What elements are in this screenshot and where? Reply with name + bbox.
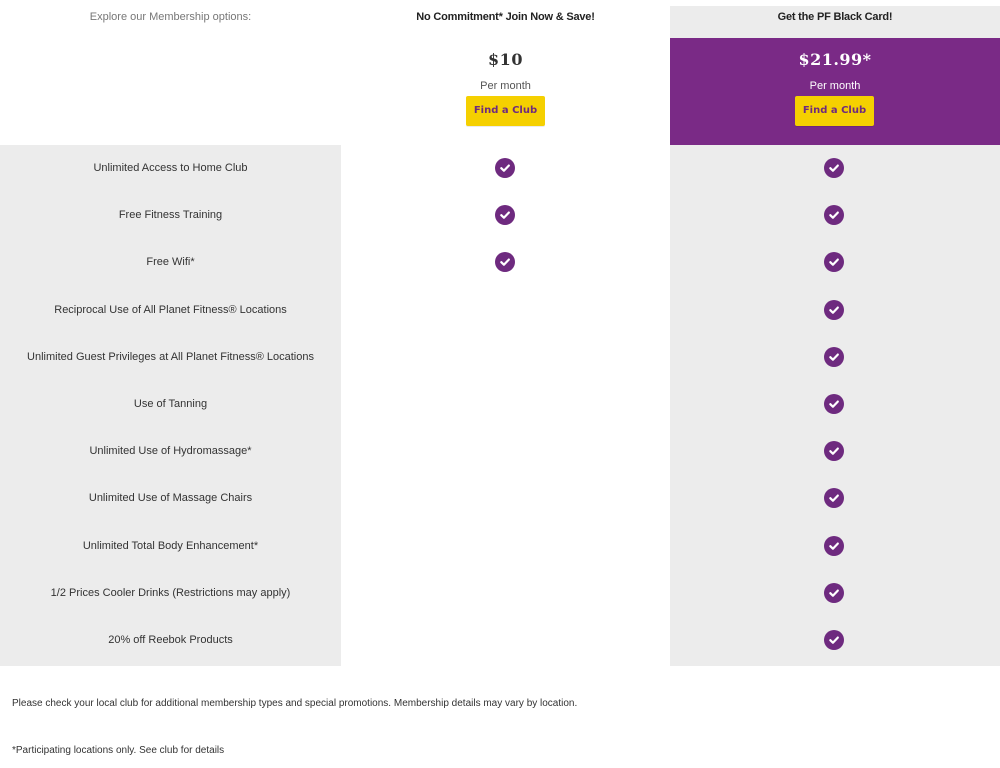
black-card-check-circle-icon xyxy=(824,488,844,508)
classic-check-circle-icon xyxy=(495,252,515,272)
feature-label: Unlimited Use of Massage Chairs xyxy=(88,492,253,504)
membership-disclaimer: Please check your local club for additional membership types and special promotions. Membership details may vary by location. xyxy=(12,698,578,709)
classic-plan-period: Per month xyxy=(480,80,531,92)
black-card-check-circle-icon xyxy=(824,347,844,367)
feature-label: Unlimited Use of Hydromassage* xyxy=(89,445,252,457)
feature-label: Unlimited Total Body Enhancement* xyxy=(82,540,259,552)
explore-label: Explore our Membership options: xyxy=(89,11,252,23)
black-card-plan-title: Get the PF Black Card! xyxy=(777,11,893,23)
black-card-check-circle-icon xyxy=(824,252,844,272)
classic-find-club-button[interactable]: Find a Club xyxy=(466,96,545,126)
black-card-price: $21.99* xyxy=(798,50,872,69)
black-card-period: Per month xyxy=(809,80,861,92)
black-card-check-circle-icon xyxy=(824,583,844,603)
feature-label: Use of Tanning xyxy=(133,398,208,410)
feature-label: Free Fitness Training xyxy=(118,209,223,221)
black-card-find-club-button[interactable]: Find a Club xyxy=(795,96,874,126)
feature-label: Unlimited Access to Home Club xyxy=(93,162,248,174)
classic-check-circle-icon xyxy=(495,205,515,225)
black-card-check-circle-icon xyxy=(824,394,844,414)
black-card-check-circle-icon xyxy=(824,158,844,178)
feature-label: Free Wifi* xyxy=(146,256,195,268)
black-card-check-circle-icon xyxy=(824,205,844,225)
feature-label: Reciprocal Use of All Planet Fitness® Locations xyxy=(54,304,287,316)
feature-label: Unlimited Guest Privileges at All Planet Fitness® Locations xyxy=(27,351,314,363)
black-card-check-circle-icon xyxy=(824,536,844,556)
participating-locations-note: *Participating locations only. See club for details xyxy=(12,745,225,756)
feature-label: 20% off Reebok Products xyxy=(108,634,233,646)
classic-check-circle-icon xyxy=(495,158,515,178)
classic-plan-title: No Commitment* Join Now & Save! xyxy=(416,11,595,23)
classic-plan-price: $10 xyxy=(488,50,523,69)
black-card-check-circle-icon xyxy=(824,630,844,650)
black-card-check-circle-icon xyxy=(824,441,844,461)
black-card-check-circle-icon xyxy=(824,300,844,320)
feature-label: 1/2 Prices Cooler Drinks (Restrictions may apply) xyxy=(50,587,291,599)
